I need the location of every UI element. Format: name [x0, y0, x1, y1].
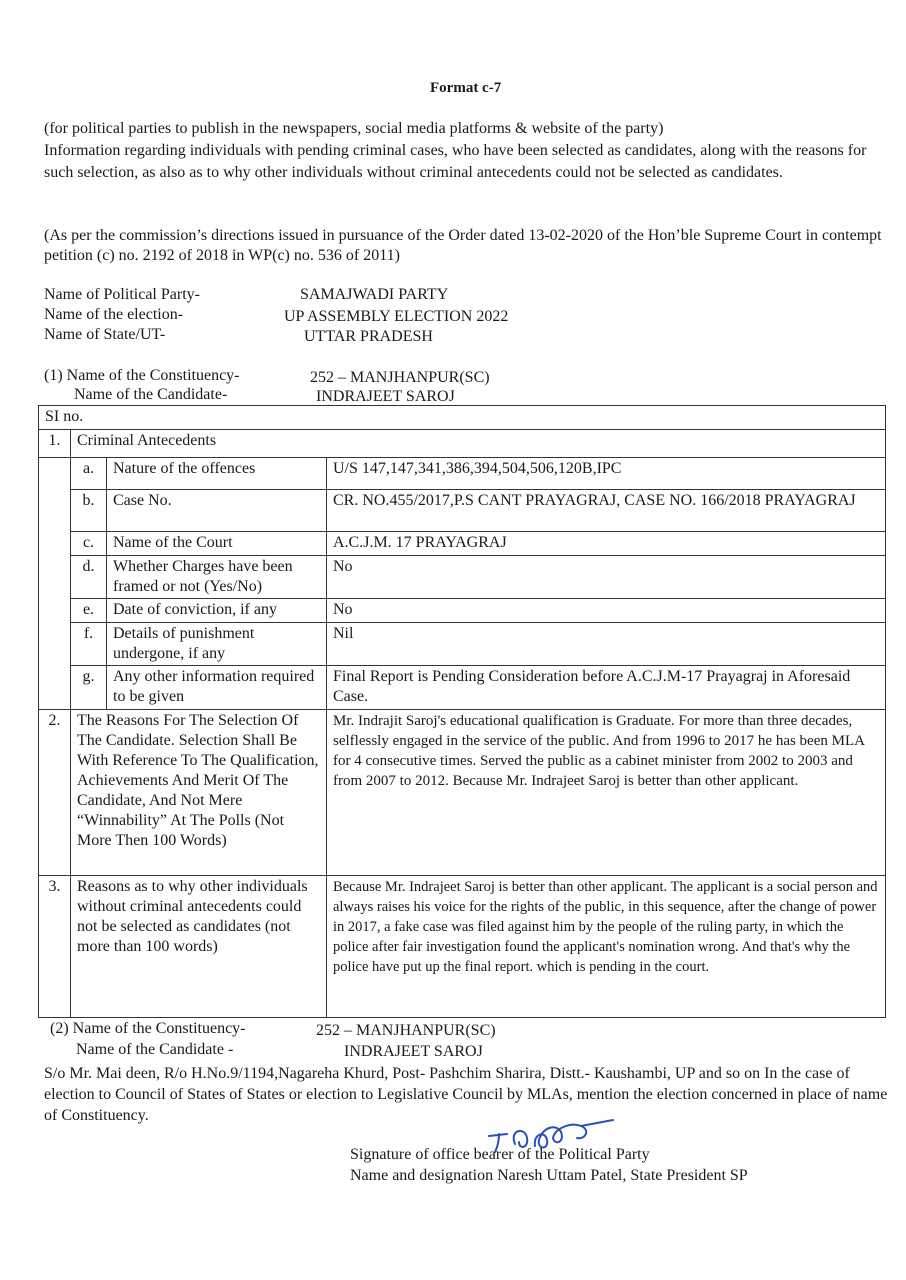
constituency-2-label: (2) Name of the Constituency- [50, 1020, 246, 1037]
sub-row-letter: b. [71, 490, 107, 532]
sub-row-label: Name of the Court [107, 532, 327, 556]
sub-row-letter: e. [71, 599, 107, 623]
sub-row-letter: f. [71, 623, 107, 666]
sub-row-value: A.C.J.M. 17 PRAYAGRAJ [327, 532, 886, 556]
sub-row-value: No [327, 556, 886, 599]
address-text: S/o Mr. Mai deen, R/o H.No.9/1194,Nagareha Khurd, Post- Pashchim Sharira, Distt.- Kaushambi, UP and so on In the case of election to Council of States of States or election to Legislative Council by MLAs, mention the election concerned in place of name of Constituency. [44, 1065, 888, 1124]
directions-text: (As per the commission’s directions issued in pursuance of the Order dated 13-02-2020 of the Hon’ble Supreme Court in contempt petition (c) no. 2192 of 2018 in WP(c) no. 536 of 2011) [44, 227, 882, 264]
sub-row-label: Nature of the offences [107, 458, 327, 490]
row-1-number: 1. [39, 430, 71, 458]
sub-row-value: Final Report is Pending Consideration before A.C.J.M-17 Prayagraj in Aforesaid Case. [327, 666, 886, 710]
row-3-value: Because Mr. Indrajeet Saroj is better than other applicant. The applicant is a social person and always raises his voice for the rights of the public, in this sequence, after the change of power in 2017, a fake case was filed against him by the people of the ruling party, in which the police after fair investigation found the applicant's nomination wrong. And that's why the police have put up the final report. which is pending in the court. [327, 876, 886, 1018]
criminal-antecedents-table [38, 405, 886, 1018]
election-value: UP ASSEMBLY ELECTION 2022 [284, 308, 509, 325]
intro-text [44, 118, 884, 184]
sub-row-value: No [327, 599, 886, 623]
row-3-label: Reasons as to why other individuals without criminal antecedents could not be selected as candidates (not more than 100 words) [71, 876, 327, 1018]
row-1-spacer [39, 458, 71, 710]
sl-no-header: SI no. [39, 406, 886, 430]
sub-row-letter: c. [71, 532, 107, 556]
sub-row-label: Whether Charges have been framed or not (Yes/No) [107, 556, 327, 599]
sub-row-label: Date of conviction, if any [107, 599, 327, 623]
sub-row-value: U/S 147,147,341,386,394,504,506,120B,IPC [327, 458, 886, 490]
row-3-number: 3. [39, 876, 71, 1018]
sub-row-label: Case No. [107, 490, 327, 532]
sub-row-value: Nil [327, 623, 886, 666]
intro-line-information: Information regarding individuals with pending criminal cases, who have been selected as candidates, along with the reasons for such selection, as also as to why other individuals without criminal antecedents could not be selected as candidates. [44, 142, 867, 181]
sub-row-letter: g. [71, 666, 107, 710]
party-value: SAMAJWADI PARTY [300, 286, 449, 303]
sub-row-value: CR. NO.455/2017,P.S CANT PRAYAGRAJ, CASE NO. 166/2018 PRAYAGRAJ [327, 490, 886, 532]
state-label: Name of State/UT- [44, 326, 166, 343]
candidate-1-label: Name of the Candidate- [74, 386, 228, 403]
intro-line-publish: (for political parties to publish in the newspapers, social media platforms & website of the party) [44, 120, 664, 137]
constituency-2-value: 252 – MANJHANPUR(SC) [316, 1022, 496, 1039]
sub-row-letter: a. [71, 458, 107, 490]
constituency-1-label: (1) Name of the Constituency- [44, 367, 240, 384]
sub-row-label: Details of punishment undergone, if any [107, 623, 327, 666]
row-2-number: 2. [39, 710, 71, 876]
candidate-2-value: INDRAJEET SAROJ [344, 1043, 483, 1060]
row-2-label: The Reasons For The Selection Of The Candidate. Selection Shall Be With Reference To The Qualification, Achievements And Merit Of The Candidate, And Not Mere “Winnability” At The Polls (Not More Then 100 Words) [71, 710, 327, 876]
document-title: Format c-7 [430, 80, 502, 96]
name-designation-line: Name and designation Naresh Uttam Patel, State President SP [350, 1167, 748, 1184]
signature-line: Signature of office bearer of the Political Party [350, 1146, 650, 1163]
row-1-label: Criminal Antecedents [71, 430, 886, 458]
party-label: Name of Political Party- [44, 286, 200, 303]
row-2-value: Mr. Indrajit Saroj's educational qualification is Graduate. For more than three decades, selflessly engaged in the service of the public. And from 1996 to 2017 he has been MLA for 4 consecutive times. Served the public as a cabinet minister from 2002 to 2003 and from 2007 to 2012. Because Mr. Indrajeet Saroj is better than other applicant. [327, 710, 886, 876]
candidate-2-label: Name of the Candidate - [76, 1041, 234, 1058]
constituency-1-value: 252 – MANJHANPUR(SC) [310, 369, 490, 386]
election-label: Name of the election- [44, 306, 184, 323]
sub-row-label: Any other information required to be given [107, 666, 327, 710]
candidate-1-value: INDRAJEET SAROJ [316, 388, 455, 405]
sub-row-letter: d. [71, 556, 107, 599]
state-value: UTTAR PRADESH [304, 328, 433, 345]
